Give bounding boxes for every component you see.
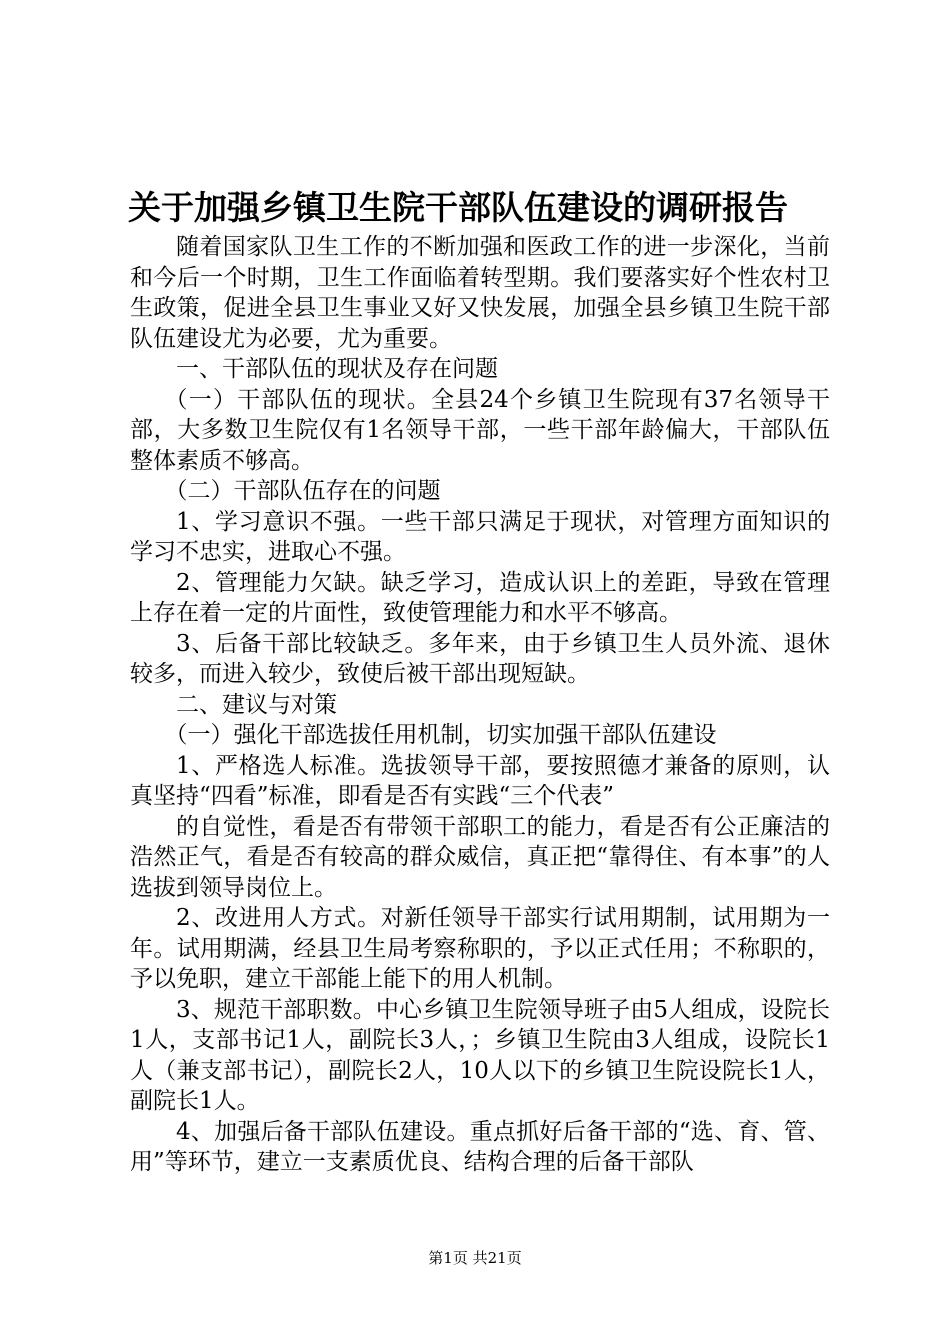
paragraph-problem-1: 1、学习意识不强。一些干部只满足于现状，对管理方面知识的学习不忠实，进取心不强。 <box>130 508 830 565</box>
heading-subsection-problems: （二）干部队伍存在的问题 <box>164 478 441 504</box>
paragraph-suggestion-1: 1、严格选人标准。选拔领导干部，要按照德才兼备的原则，认真坚持“四看”标准，即看是否有实践“三个代表” <box>130 752 830 809</box>
paragraph-intro: 随着国家队卫生工作的不断加强和医政工作的进一步深化，当前和今后一个时期，卫生工作面临着转型期。我们要落实好个性农村卫生政策，促进全县卫生事业又好又快发展，加强全县乡镇卫生院干部队伍建设尤为必要，尤为重要。 <box>130 234 830 352</box>
heading-section-2: 二、建议与对策 <box>176 691 337 718</box>
paragraph-problem-3: 3、后备干部比较缺乏。多年来，由于乡镇卫生人员外流、退休较多，而进入较少，致使后被干部出现短缺。 <box>130 630 830 687</box>
paragraph-suggestion-4: 4、加强后备干部队伍建设。重点抓好后备干部的“选、育、管、用”等环节，建立一支素质优良、结构合理的后备干部队 <box>130 1118 830 1175</box>
paragraph-suggestion-3: 3、规范干部职数。中心乡镇卫生院领导班子由5人组成，设院长1人，支部书记1人，副院长3人，；乡镇卫生院由3人组成，设院长1人（兼支部书记），副院长2人，10人以下的乡镇卫生院设院长1人，副院长1人。 <box>130 996 830 1114</box>
paragraph-status: （一）干部队伍的现状。全县24个乡镇卫生院现有37名领导干部，大多数卫生院仅有1名领导干部，一些干部年龄偏大，干部队伍整体素质不够高。 <box>130 386 830 474</box>
paragraph-suggestion-2: 2、改进用人方式。对新任领导干部实行试用期制，试用期为一年。试用期满，经县卫生局考察称职的，予以正式任用；不称职的，予以免职，建立干部能上能下的用人机制。 <box>130 905 830 992</box>
document-title: 关于加强乡镇卫生院干部队伍建设的调研报告 <box>128 188 788 227</box>
paragraph-problem-2: 2、管理能力欠缺。缺乏学习，造成认识上的差距，导致在管理上存在着一定的片面性，致使管理能力和水平不够高。 <box>130 569 830 626</box>
paragraph-suggestion-1-cont: 的自觉性，看是否有带领干部职工的能力，看是否有公正廉洁的浩然正气，看是否有较高的群众威信，真正把“靠得住、有本事”的人选拔到领导岗位上。 <box>130 813 830 901</box>
document-body <box>130 232 830 1178</box>
heading-subsection-mechanism: （一）强化干部选拔任用机制，切实加强干部队伍建设 <box>164 722 717 748</box>
page-number-footer: 第1页 共21页 <box>428 1249 522 1267</box>
heading-section-1: 一、干部队伍的现状及存在问题 <box>176 356 498 382</box>
